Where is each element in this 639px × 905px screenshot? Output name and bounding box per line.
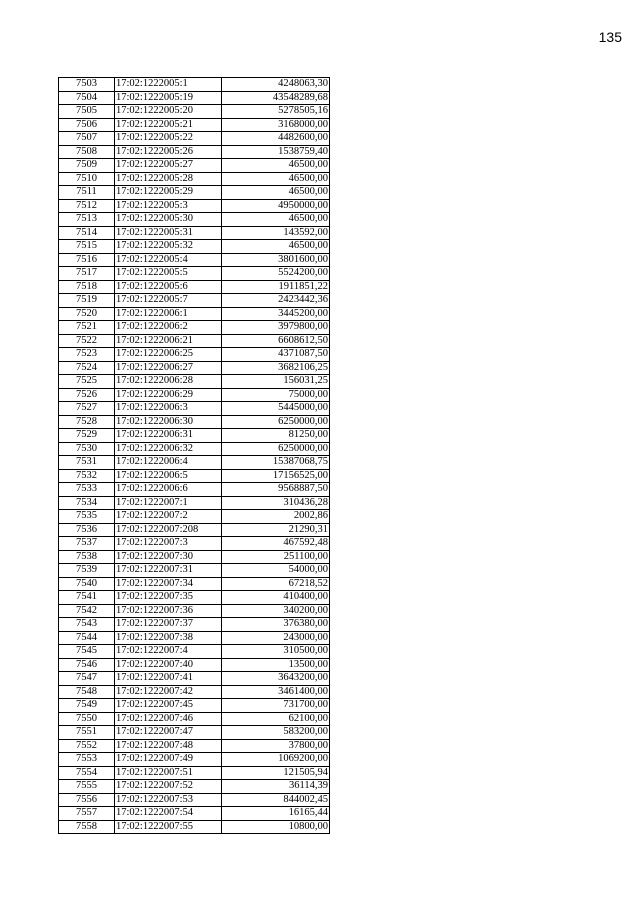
table-row	[59, 240, 330, 254]
table-row	[59, 591, 330, 605]
value-cell: 75000,00	[222, 388, 330, 402]
value-cell: 340200,00	[222, 604, 330, 618]
cadastral-number-cell: 17:02:1222007:38	[115, 631, 222, 645]
table-row	[59, 631, 330, 645]
table-row	[59, 172, 330, 186]
cadastral-number-cell: 17:02:1222005:22	[115, 132, 222, 146]
value-cell: 21290,31	[222, 523, 330, 537]
row-number-cell: 7548	[59, 685, 115, 699]
table-row	[59, 78, 330, 92]
value-cell: 376380,00	[222, 618, 330, 632]
table-row	[59, 321, 330, 335]
row-number-cell: 7554	[59, 766, 115, 780]
table-row	[59, 685, 330, 699]
row-number-cell: 7529	[59, 429, 115, 443]
cadastral-number-cell: 17:02:1222005:26	[115, 145, 222, 159]
value-cell: 844002,45	[222, 793, 330, 807]
table-row	[59, 442, 330, 456]
value-cell: 410400,00	[222, 591, 330, 605]
cadastral-number-cell: 17:02:1222005:6	[115, 280, 222, 294]
row-number-cell: 7547	[59, 672, 115, 686]
value-cell: 6250000,00	[222, 415, 330, 429]
row-number-cell: 7509	[59, 159, 115, 173]
row-number-cell: 7543	[59, 618, 115, 632]
cadastral-number-cell: 17:02:1222007:37	[115, 618, 222, 632]
value-cell: 3168000,00	[222, 118, 330, 132]
value-cell: 4248063,30	[222, 78, 330, 92]
row-number-cell: 7537	[59, 537, 115, 551]
cadastral-number-cell: 17:02:1222006:32	[115, 442, 222, 456]
cadastral-number-cell: 17:02:1222007:41	[115, 672, 222, 686]
value-cell: 67218,52	[222, 577, 330, 591]
table-row	[59, 469, 330, 483]
cadastral-number-cell: 17:02:1222006:4	[115, 456, 222, 470]
table-row	[59, 564, 330, 578]
value-cell: 310500,00	[222, 645, 330, 659]
cadastral-number-cell: 17:02:1222005:7	[115, 294, 222, 308]
row-number-cell: 7508	[59, 145, 115, 159]
row-number-cell: 7542	[59, 604, 115, 618]
value-cell: 2423442,36	[222, 294, 330, 308]
value-cell: 156031,25	[222, 375, 330, 389]
row-number-cell: 7557	[59, 807, 115, 821]
table-row	[59, 712, 330, 726]
table-row	[59, 91, 330, 105]
cadastral-number-cell: 17:02:1222007:4	[115, 645, 222, 659]
row-number-cell: 7545	[59, 645, 115, 659]
row-number-cell: 7553	[59, 753, 115, 767]
row-number-cell: 7536	[59, 523, 115, 537]
cadastral-number-cell: 17:02:1222005:20	[115, 105, 222, 119]
value-cell: 1538759,40	[222, 145, 330, 159]
value-cell: 81250,00	[222, 429, 330, 443]
cadastral-number-cell: 17:02:1222007:3	[115, 537, 222, 551]
cadastral-number-cell: 17:02:1222006:28	[115, 375, 222, 389]
value-cell: 1069200,00	[222, 753, 330, 767]
row-number-cell: 7512	[59, 199, 115, 213]
row-number-cell: 7530	[59, 442, 115, 456]
value-cell: 310436,28	[222, 496, 330, 510]
value-cell: 46500,00	[222, 240, 330, 254]
table-row	[59, 658, 330, 672]
value-cell: 46500,00	[222, 159, 330, 173]
value-cell: 121505,94	[222, 766, 330, 780]
row-number-cell: 7526	[59, 388, 115, 402]
table-row	[59, 672, 330, 686]
table-row	[59, 456, 330, 470]
row-number-cell: 7524	[59, 361, 115, 375]
table-row	[59, 226, 330, 240]
table-row	[59, 645, 330, 659]
cadastral-number-cell: 17:02:1222007:208	[115, 523, 222, 537]
value-cell: 2002,86	[222, 510, 330, 524]
table-row	[59, 199, 330, 213]
cadastral-number-cell: 17:02:1222005:3	[115, 199, 222, 213]
value-cell: 467592,48	[222, 537, 330, 551]
row-number-cell: 7516	[59, 253, 115, 267]
table-row	[59, 820, 330, 834]
table-row	[59, 267, 330, 281]
table-row	[59, 429, 330, 443]
cadastral-number-cell: 17:02:1222007:2	[115, 510, 222, 524]
value-cell: 4950000,00	[222, 199, 330, 213]
cadastral-number-cell: 17:02:1222007:40	[115, 658, 222, 672]
cadastral-number-cell: 17:02:1222006:6	[115, 483, 222, 497]
table-row	[59, 159, 330, 173]
cadastral-number-cell: 17:02:1222006:3	[115, 402, 222, 416]
cadastral-number-cell: 17:02:1222005:19	[115, 91, 222, 105]
value-cell: 3979800,00	[222, 321, 330, 335]
row-number-cell: 7541	[59, 591, 115, 605]
row-number-cell: 7521	[59, 321, 115, 335]
table-row	[59, 361, 330, 375]
row-number-cell: 7535	[59, 510, 115, 524]
cadastral-number-cell: 17:02:1222006:25	[115, 348, 222, 362]
cadastral-number-cell: 17:02:1222007:53	[115, 793, 222, 807]
table-row	[59, 753, 330, 767]
value-cell: 143592,00	[222, 226, 330, 240]
cadastral-number-cell: 17:02:1222007:31	[115, 564, 222, 578]
value-cell: 46500,00	[222, 186, 330, 200]
cadastral-number-cell: 17:02:1222006:31	[115, 429, 222, 443]
cadastral-number-cell: 17:02:1222007:48	[115, 739, 222, 753]
row-number-cell: 7528	[59, 415, 115, 429]
row-number-cell: 7539	[59, 564, 115, 578]
cadastral-number-cell: 17:02:1222007:1	[115, 496, 222, 510]
value-cell: 37800,00	[222, 739, 330, 753]
cadastral-number-cell: 17:02:1222005:28	[115, 172, 222, 186]
row-number-cell: 7531	[59, 456, 115, 470]
cadastral-number-cell: 17:02:1222007:36	[115, 604, 222, 618]
row-number-cell: 7533	[59, 483, 115, 497]
value-cell: 4371087,50	[222, 348, 330, 362]
row-number-cell: 7518	[59, 280, 115, 294]
table-row	[59, 402, 330, 416]
row-number-cell: 7510	[59, 172, 115, 186]
value-cell: 9568887,50	[222, 483, 330, 497]
value-cell: 4482600,00	[222, 132, 330, 146]
value-cell: 6250000,00	[222, 442, 330, 456]
table-row	[59, 699, 330, 713]
row-number-cell: 7504	[59, 91, 115, 105]
cadastral-number-cell: 17:02:1222005:29	[115, 186, 222, 200]
table-row	[59, 618, 330, 632]
value-cell: 1911851,22	[222, 280, 330, 294]
cadastral-number-cell: 17:02:1222005:5	[115, 267, 222, 281]
cadastral-number-cell: 17:02:1222007:51	[115, 766, 222, 780]
cadastral-number-cell: 17:02:1222006:1	[115, 307, 222, 321]
cadastral-number-cell: 17:02:1222007:45	[115, 699, 222, 713]
table-row	[59, 294, 330, 308]
table-row	[59, 105, 330, 119]
cadastral-number-cell: 17:02:1222007:55	[115, 820, 222, 834]
row-number-cell: 7555	[59, 780, 115, 794]
value-cell: 16165,44	[222, 807, 330, 821]
cadastral-number-cell: 17:02:1222006:30	[115, 415, 222, 429]
value-cell: 251100,00	[222, 550, 330, 564]
row-number-cell: 7551	[59, 726, 115, 740]
value-cell: 583200,00	[222, 726, 330, 740]
row-number-cell: 7511	[59, 186, 115, 200]
cadastral-number-cell: 17:02:1222005:31	[115, 226, 222, 240]
value-cell: 43548289,68	[222, 91, 330, 105]
page-number: 135	[598, 29, 622, 45]
cadastral-number-cell: 17:02:1222006:21	[115, 334, 222, 348]
value-cell: 3801600,00	[222, 253, 330, 267]
value-cell: 5278505,16	[222, 105, 330, 119]
table-row	[59, 793, 330, 807]
row-number-cell: 7549	[59, 699, 115, 713]
row-number-cell: 7520	[59, 307, 115, 321]
row-number-cell: 7519	[59, 294, 115, 308]
table-row	[59, 307, 330, 321]
value-cell: 5524200,00	[222, 267, 330, 281]
table-row	[59, 537, 330, 551]
cadastral-number-cell: 17:02:1222007:46	[115, 712, 222, 726]
row-number-cell: 7532	[59, 469, 115, 483]
table-row	[59, 145, 330, 159]
table-row	[59, 348, 330, 362]
value-cell: 46500,00	[222, 172, 330, 186]
row-number-cell: 7546	[59, 658, 115, 672]
row-number-cell: 7507	[59, 132, 115, 146]
value-cell: 731700,00	[222, 699, 330, 713]
row-number-cell: 7517	[59, 267, 115, 281]
cadastral-number-cell: 17:02:1222007:47	[115, 726, 222, 740]
cadastral-number-cell: 17:02:1222005:21	[115, 118, 222, 132]
row-number-cell: 7523	[59, 348, 115, 362]
value-cell: 3461400,00	[222, 685, 330, 699]
cadastral-number-cell: 17:02:1222006:27	[115, 361, 222, 375]
value-cell: 36114,39	[222, 780, 330, 794]
row-number-cell: 7514	[59, 226, 115, 240]
value-cell: 10800,00	[222, 820, 330, 834]
cadastral-number-cell: 17:02:1222005:32	[115, 240, 222, 254]
value-cell: 54000,00	[222, 564, 330, 578]
row-number-cell: 7534	[59, 496, 115, 510]
cadastral-number-cell: 17:02:1222005:4	[115, 253, 222, 267]
table-row	[59, 550, 330, 564]
row-number-cell: 7544	[59, 631, 115, 645]
table-row	[59, 604, 330, 618]
table-row	[59, 807, 330, 821]
row-number-cell: 7550	[59, 712, 115, 726]
table-row	[59, 375, 330, 389]
table-row	[59, 780, 330, 794]
table-row	[59, 388, 330, 402]
row-number-cell: 7558	[59, 820, 115, 834]
cadastral-number-cell: 17:02:1222006:29	[115, 388, 222, 402]
value-cell: 13500,00	[222, 658, 330, 672]
value-cell: 6608612,50	[222, 334, 330, 348]
table-row	[59, 186, 330, 200]
table-row	[59, 766, 330, 780]
row-number-cell: 7552	[59, 739, 115, 753]
cadastral-number-cell: 17:02:1222005:27	[115, 159, 222, 173]
value-cell: 3643200,00	[222, 672, 330, 686]
table-row	[59, 496, 330, 510]
cadastral-number-cell: 17:02:1222005:30	[115, 213, 222, 227]
row-number-cell: 7556	[59, 793, 115, 807]
value-cell: 243000,00	[222, 631, 330, 645]
table-row	[59, 739, 330, 753]
cadastral-number-cell: 17:02:1222007:35	[115, 591, 222, 605]
value-cell: 17156525,00	[222, 469, 330, 483]
cadastral-number-cell: 17:02:1222006:2	[115, 321, 222, 335]
row-number-cell: 7522	[59, 334, 115, 348]
row-number-cell: 7503	[59, 78, 115, 92]
row-number-cell: 7506	[59, 118, 115, 132]
table-row	[59, 726, 330, 740]
cadastral-number-cell: 17:02:1222007:54	[115, 807, 222, 821]
cadastral-number-cell: 17:02:1222007:52	[115, 780, 222, 794]
value-cell: 3682106,25	[222, 361, 330, 375]
cadastral-number-cell: 17:02:1222007:42	[115, 685, 222, 699]
table-row	[59, 334, 330, 348]
table-row	[59, 280, 330, 294]
row-number-cell: 7515	[59, 240, 115, 254]
value-cell: 15387068,75	[222, 456, 330, 470]
table-row	[59, 523, 330, 537]
row-number-cell: 7540	[59, 577, 115, 591]
table-row	[59, 132, 330, 146]
table-body	[59, 78, 330, 834]
table-row	[59, 213, 330, 227]
value-cell: 5445000,00	[222, 402, 330, 416]
table-row	[59, 253, 330, 267]
value-cell: 62100,00	[222, 712, 330, 726]
value-cell: 3445200,00	[222, 307, 330, 321]
row-number-cell: 7525	[59, 375, 115, 389]
row-number-cell: 7527	[59, 402, 115, 416]
row-number-cell: 7513	[59, 213, 115, 227]
value-cell: 46500,00	[222, 213, 330, 227]
cadastral-number-cell: 17:02:1222007:30	[115, 550, 222, 564]
row-number-cell: 7505	[59, 105, 115, 119]
table-row	[59, 118, 330, 132]
table-row	[59, 415, 330, 429]
cadastral-number-cell: 17:02:1222007:49	[115, 753, 222, 767]
cadastral-number-cell: 17:02:1222006:5	[115, 469, 222, 483]
table-row	[59, 577, 330, 591]
table-row	[59, 483, 330, 497]
row-number-cell: 7538	[59, 550, 115, 564]
cadastral-number-cell: 17:02:1222007:34	[115, 577, 222, 591]
cadastral-value-table	[58, 77, 330, 834]
cadastral-number-cell: 17:02:1222005:1	[115, 78, 222, 92]
table-row	[59, 510, 330, 524]
